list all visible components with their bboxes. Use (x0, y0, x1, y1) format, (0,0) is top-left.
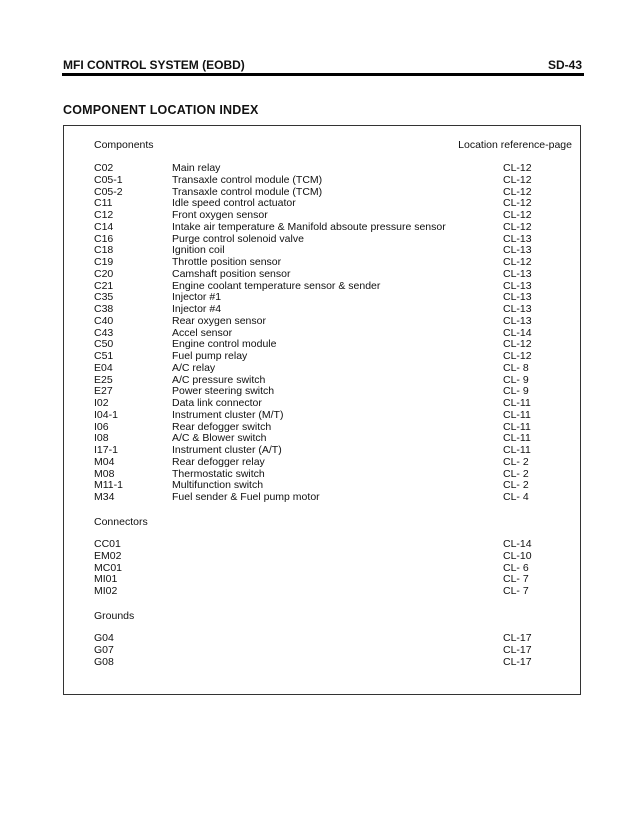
table-row (94, 316, 572, 328)
table-header (94, 139, 572, 151)
row-code: I08 (94, 432, 109, 445)
row-code: E25 (94, 373, 113, 386)
row-location: CL-13 (503, 267, 532, 280)
row-location: CL-12 (503, 338, 532, 351)
table-row (94, 292, 572, 304)
row-description: Engine coolant temperature sensor & sender (172, 279, 381, 292)
row-description: Accel sensor (172, 326, 233, 339)
row-code: G08 (94, 655, 114, 668)
table-row (94, 386, 572, 398)
row-location: CL-11 (503, 408, 531, 421)
row-description: Engine control module (172, 338, 277, 351)
header-rule (62, 73, 584, 76)
table-row (94, 163, 572, 175)
row-code: M11-1 (94, 479, 123, 492)
table-row (94, 563, 572, 575)
row-description: Main relay (172, 162, 221, 174)
row-description: A/C relay (172, 361, 216, 374)
row-description: Intake air temperature & Manifold absoute pressure sensor (172, 220, 446, 233)
row-code: C18 (94, 244, 114, 257)
row-location: CL- 2 (503, 455, 529, 468)
row-location: CL-13 (503, 244, 532, 257)
row-code: M34 (94, 491, 115, 503)
row-description: Transaxle control module (TCM) (172, 185, 323, 198)
row-location: CL- 2 (503, 467, 529, 480)
components-column-header: Components (94, 139, 154, 151)
row-location: CL-12 (503, 209, 532, 221)
table-row (94, 398, 572, 410)
table-row (94, 551, 572, 563)
table-row (94, 234, 572, 246)
table-row (94, 445, 572, 457)
row-location: CL-13 (503, 291, 532, 304)
table-row (94, 245, 572, 257)
table-row (94, 222, 572, 234)
row-description: Fuel sender & Fuel pump motor (172, 491, 320, 503)
row-description: Power steering switch (172, 385, 275, 398)
row-code: I06 (94, 420, 109, 433)
table-row (94, 492, 572, 504)
row-code: C51 (94, 350, 114, 362)
row-description: Transaxle control module (TCM) (172, 173, 323, 186)
row-code: C35 (94, 291, 114, 304)
row-location: CL-10 (503, 549, 532, 562)
row-location: CL- 4 (503, 491, 529, 503)
row-code: C50 (94, 338, 114, 351)
table-row (94, 375, 572, 387)
row-code: C05-1 (94, 173, 123, 186)
row-code: CC01 (94, 538, 121, 550)
row-code: C16 (94, 232, 114, 245)
row-location: CL-12 (503, 350, 532, 362)
table-row (94, 328, 572, 340)
table-row (94, 422, 572, 434)
row-code: C20 (94, 267, 114, 280)
row-code: C05-2 (94, 185, 123, 198)
row-location: CL- 9 (503, 385, 529, 398)
table-row (94, 187, 572, 199)
row-description: Rear oxygen sensor (172, 314, 266, 327)
running-header-title: MFI CONTROL SYSTEM (EOBD) (63, 58, 245, 72)
row-location: CL-17 (503, 655, 532, 668)
table-row (94, 633, 572, 645)
grounds-table (94, 633, 572, 668)
row-location: CL- 2 (503, 479, 529, 492)
row-location: CL-12 (503, 173, 532, 186)
row-location: CL-11 (503, 444, 531, 456)
table-row (94, 281, 572, 293)
row-code: G07 (94, 643, 114, 656)
page-number: SD-43 (547, 58, 582, 72)
row-location: CL- 8 (503, 361, 529, 374)
row-code: C12 (94, 209, 114, 221)
section-title: COMPONENT LOCATION INDEX (63, 103, 259, 117)
table-row (94, 469, 572, 481)
table-row (94, 410, 572, 422)
row-code: C21 (94, 279, 114, 292)
row-description: Fuel pump relay (172, 350, 248, 362)
row-description: Injector #4 (172, 303, 222, 315)
row-code: M04 (94, 455, 115, 468)
row-description: Multifunction switch (172, 479, 264, 492)
row-description: Rear defogger switch (172, 420, 272, 433)
row-code: C40 (94, 314, 114, 327)
row-code: MI02 (94, 585, 118, 597)
row-code: MI01 (94, 573, 118, 586)
grounds-label: Grounds (94, 610, 135, 622)
row-location: CL-11 (503, 397, 531, 409)
row-code: C19 (94, 256, 114, 268)
connectors-table (94, 539, 572, 598)
table-row (94, 351, 572, 363)
row-description: A/C & Blower switch (172, 432, 267, 445)
row-code: C38 (94, 303, 114, 315)
table-row (94, 269, 572, 281)
row-code: I04-1 (94, 408, 118, 421)
row-code: C02 (94, 162, 114, 174)
row-location: CL-17 (503, 632, 532, 644)
connectors-label: Connectors (94, 516, 148, 528)
table-row (94, 339, 572, 351)
row-location: CL-12 (503, 256, 532, 268)
row-description: Rear defogger relay (172, 455, 265, 468)
row-code: I17-1 (94, 444, 118, 456)
row-description: Thermostatic switch (172, 467, 265, 480)
location-column-header: Location reference-page (458, 139, 572, 151)
row-location: CL-13 (503, 232, 532, 245)
row-description: Ignition coil (172, 244, 225, 257)
row-location: CL- 6 (503, 561, 529, 574)
table-row (94, 574, 572, 586)
row-location: CL-14 (503, 326, 532, 339)
row-description: Purge control solenoid valve (172, 232, 304, 245)
table-row (94, 198, 572, 210)
components-table (94, 163, 572, 504)
row-location: CL-17 (503, 643, 532, 656)
table-row (94, 175, 572, 187)
table-row (94, 457, 572, 469)
row-location: CL-13 (503, 279, 532, 292)
row-description: Data link connector (172, 397, 262, 409)
row-code: C14 (94, 220, 114, 233)
row-description: Idle speed control actuator (172, 197, 296, 210)
table-row (94, 645, 572, 657)
row-location: CL-11 (503, 420, 531, 433)
table-row (94, 433, 572, 445)
row-code: I02 (94, 397, 109, 409)
row-location: CL-14 (503, 538, 532, 550)
row-description: Injector #1 (172, 291, 222, 304)
row-code: EM02 (94, 549, 122, 562)
row-code: C11 (94, 197, 113, 210)
row-location: CL- 7 (503, 573, 529, 586)
row-code: G04 (94, 632, 114, 644)
row-location: CL-12 (503, 197, 532, 210)
row-location: CL-13 (503, 303, 532, 315)
table-row (94, 210, 572, 222)
row-description: Front oxygen sensor (172, 209, 268, 221)
row-code: MC01 (94, 561, 123, 574)
row-code: C43 (94, 326, 114, 339)
row-description: Instrument cluster (A/T) (172, 444, 282, 456)
table-row (94, 363, 572, 375)
row-location: CL-12 (503, 162, 532, 174)
row-location: CL- 7 (503, 585, 529, 597)
row-location: CL-12 (503, 185, 532, 198)
table-row (94, 480, 572, 492)
row-code: E04 (94, 361, 113, 374)
row-description: Throttle position sensor (172, 256, 282, 268)
table-row (94, 586, 572, 598)
row-description: A/C pressure switch (172, 373, 266, 386)
row-location: CL- 9 (503, 373, 529, 386)
row-location: CL-13 (503, 314, 532, 327)
row-location: CL-11 (503, 432, 531, 445)
row-description: Instrument cluster (M/T) (172, 408, 284, 421)
row-code: M08 (94, 467, 115, 480)
table-row (94, 304, 572, 316)
row-location: CL-12 (503, 220, 532, 233)
row-code: E27 (94, 385, 113, 398)
table-row (94, 657, 572, 669)
table-row (94, 539, 572, 551)
table-row (94, 257, 572, 269)
row-description: Camshaft position sensor (172, 267, 291, 280)
